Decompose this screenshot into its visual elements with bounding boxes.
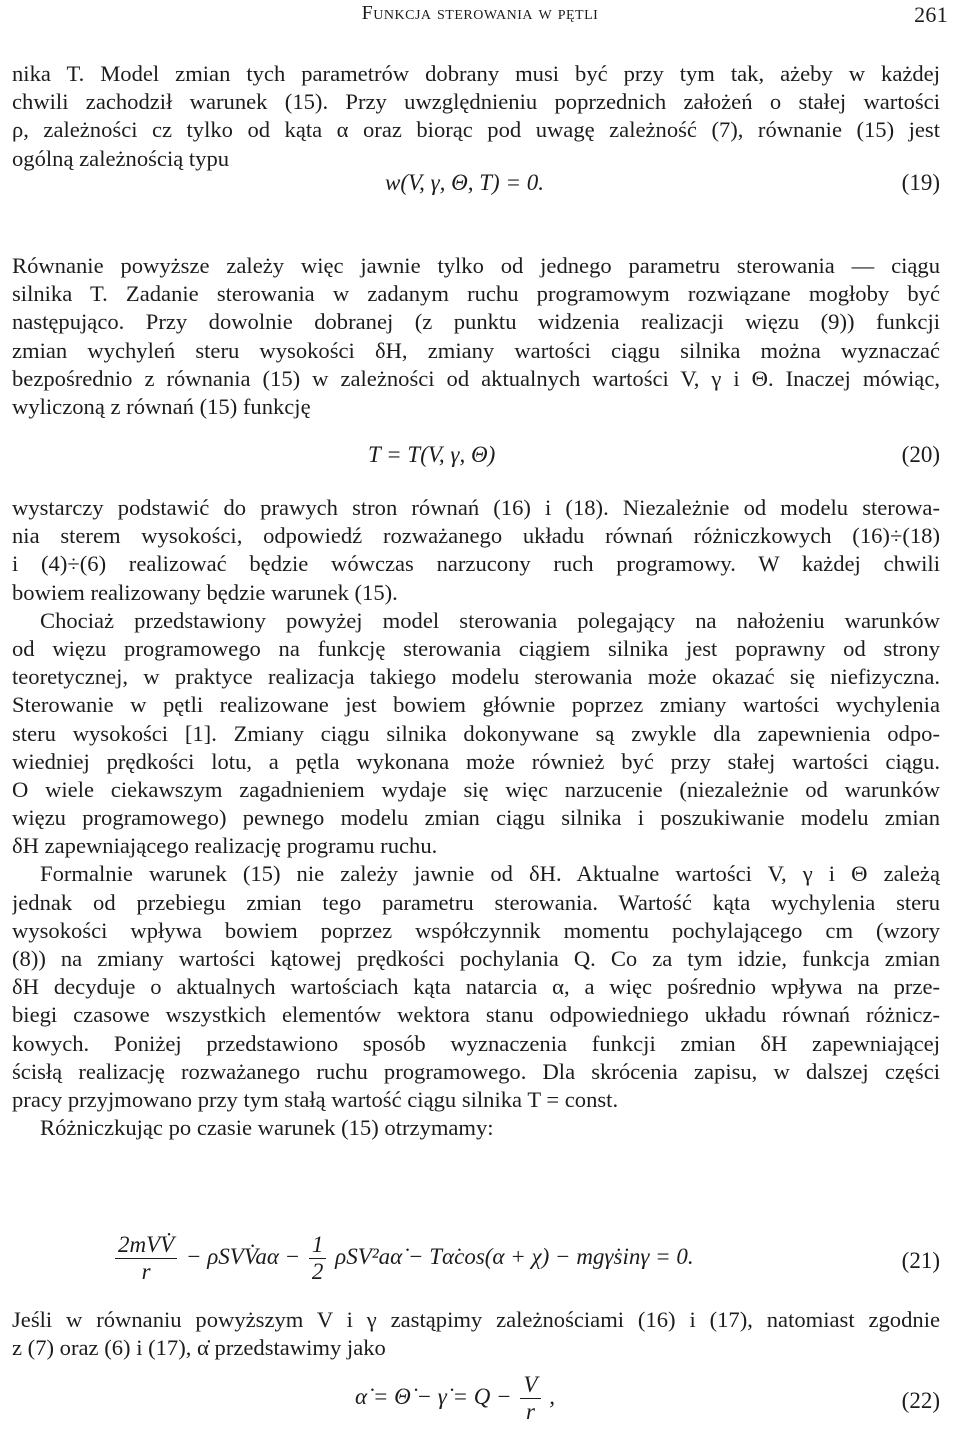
- text-line: Formalnie warunek (15) nie zależy jawnie od δH. Aktualne wartości V, γ i Θ zależą: [40, 861, 940, 887]
- text-line: Równanie powyższe zależy więc jawnie tylko od jednego parametru sterowania — ciągu: [12, 253, 940, 278]
- text-line: silnika T. Zadanie sterowania w zadanym ruchu programowym rozwiązane mogłoby być: [12, 281, 940, 307]
- fraction-numerator: 2mVV̇: [115, 1232, 177, 1259]
- equation-22-body: [355, 1372, 555, 1425]
- text-line: ρ, zależności cz tylko od kąta α oraz biorąc pod uwagę zależność (7), równanie (15) jest: [12, 117, 940, 143]
- equation-22: [0, 1370, 960, 1436]
- text-line: więzu programowego) pewnego modelu zmian ciągu silnika i poszukiwanie modelu zmian: [12, 805, 940, 831]
- text-line: steru wysokości [1]. Zmiany ciągu silnika dokonywane są zwykle dla zapewnienia odpo-: [12, 720, 940, 746]
- equation-21: [0, 1226, 960, 1296]
- equation-19: [0, 170, 960, 210]
- text-line: chwili zachodził warunek (15). Przy uwzględnieniu poprzednich założeń o stałej wartości: [12, 89, 940, 115]
- equation-21-tail: ρSV²aα̇ − Tα̇cos(α + χ) − mgγ̇sinγ = 0.: [335, 1243, 694, 1269]
- fraction-numerator: V: [520, 1372, 540, 1399]
- text-line: δH decyduje o aktualnych wartościach kąta natarcia α, a więc pośrednio wpływa na prze-: [12, 974, 940, 1000]
- equation-20: [0, 442, 960, 482]
- text-line: wiedniej prędkości lotu, a pętla wykonana może również być przy stałej wartości ciągu.: [12, 748, 940, 774]
- equation-21-middle: − ρSVV̇aα −: [185, 1243, 301, 1269]
- text-line: teoretycznej, w praktyce realizacja takiego modelu sterowania może okazać się niefizyczna.: [12, 664, 940, 690]
- text-line: Różniczkując po czasie warunek (15) otrzymamy:: [40, 1115, 494, 1141]
- text-line: wysokości wpływa bowiem poprzez współczynnik momentu pochylającego cm (wzory: [12, 917, 940, 943]
- paragraph-2: [12, 252, 940, 421]
- equation-22-lead: α̇ = Θ̇ − γ̇ = Q −: [355, 1383, 512, 1409]
- equation-22-number: (22): [901, 1388, 940, 1413]
- page-header: [12, 2, 948, 32]
- text-line: od więzu programowego na funkcję sterowania ciągiem silnika jest poprawny od strony: [12, 635, 940, 661]
- equation-22-trail: ,: [549, 1383, 555, 1409]
- text-line: O wiele ciekawszym zagadnieniem wydaje się więc narzucenie (niezależnie od warunków: [12, 776, 940, 802]
- text-line: ścisłą realizację rozważanego ruchu programowego. Dla skrócenia zapisu, w dalszej części: [12, 1058, 940, 1084]
- text-line: Sterowanie w pętli realizowane jest bowiem głównie poprzez zmiany wartości wychylenia: [12, 692, 940, 718]
- text-line: nia sterem wysokości, odpowiedź rozważanego układu równań różniczkowych (16)÷(18): [12, 523, 940, 549]
- text-line: (8)) na zmiany wartości kątowej prędkości pochylania Q. Co za tym idzie, funkcja zmian: [12, 946, 940, 971]
- text-line: wystarczy podstawić do prawych stron równań (16) i (18). Niezależnie od modelu sterowa-: [12, 495, 940, 520]
- equation-21-fraction-1: [115, 1232, 177, 1285]
- text-line: kowych. Poniżej przedstawiono sposób wyznaczenia funkcji zmian δH zapewniającej: [12, 1030, 940, 1056]
- text-line: Chociaż przedstawiony powyżej model sterowania polegający na nałożeniu warunków: [40, 607, 940, 633]
- equation-21-fraction-2: [309, 1232, 327, 1285]
- text-line: wyliczoną z równań (15) funkcję: [12, 393, 311, 419]
- text-line: z (7) oraz (6) i (17), α̇ przedstawimy jako: [12, 1335, 386, 1361]
- text-line: pracy przyjmowano przy tym stałą wartość ciągu silnika T = const.: [12, 1086, 619, 1112]
- text-line: biegi czasowe wszystkich elementów wektora stanu odpowiedniego układu równań różnicz-: [12, 1002, 940, 1028]
- fraction-denominator: r: [141, 1259, 151, 1284]
- text-line: δH zapewniającego realizację programu ruchu.: [12, 833, 438, 859]
- text-line: zmian wychyleń steru wysokości δH, zmiany wartości ciągu silnika można wyznaczać: [12, 337, 940, 363]
- fraction-denominator: 2: [311, 1259, 324, 1284]
- page-number: 261: [914, 2, 948, 27]
- text-line: bezpośrednio z równania (15) w zależności od aktualnych wartości V, γ i Θ. Inaczej mówiąc,: [12, 365, 940, 391]
- text-line: następująco. Przy dowolnie dobranej (z punktu widzenia realizacji więzu (9)) funkcji: [12, 309, 940, 335]
- fraction-numerator: 1: [309, 1232, 327, 1259]
- equation-21-body: [112, 1232, 694, 1285]
- text-line: i (4)÷(6) realizować będzie wówczas narzucony ruch programowy. W każdej chwili: [12, 551, 940, 577]
- text-line: Jeśli w równaniu powyższym V i γ zastąpimy zależnościami (16) i (17), natomiast zgodnie: [12, 1307, 940, 1332]
- text-line: jednak od przebiegu zmian tego parametru sterowania. Wartość kąta wychylenia steru: [12, 889, 940, 915]
- text-line: ogólną zależnością typu: [12, 145, 230, 171]
- paragraph-4: [12, 1306, 940, 1362]
- text-line: nika T. Model zmian tych parametrów dobrany musi być przy tym tak, ażeby w każdej: [12, 61, 940, 86]
- paragraph-3: [12, 494, 940, 1142]
- text-line: bowiem realizowany będzie warunek (15).: [12, 579, 398, 605]
- equation-22-fraction: [520, 1372, 540, 1425]
- equation-19-body: w(V, γ, Θ, T) = 0.: [385, 170, 544, 195]
- equation-21-number: (21): [901, 1248, 940, 1273]
- fraction-denominator: r: [525, 1399, 535, 1424]
- equation-19-number: (19): [901, 170, 940, 195]
- paragraph-1: [12, 60, 940, 173]
- equation-20-body: T = T(V, γ, Θ): [368, 442, 496, 467]
- equation-20-number: (20): [901, 442, 940, 467]
- running-title: Funkcja sterowania w pętli: [361, 2, 599, 24]
